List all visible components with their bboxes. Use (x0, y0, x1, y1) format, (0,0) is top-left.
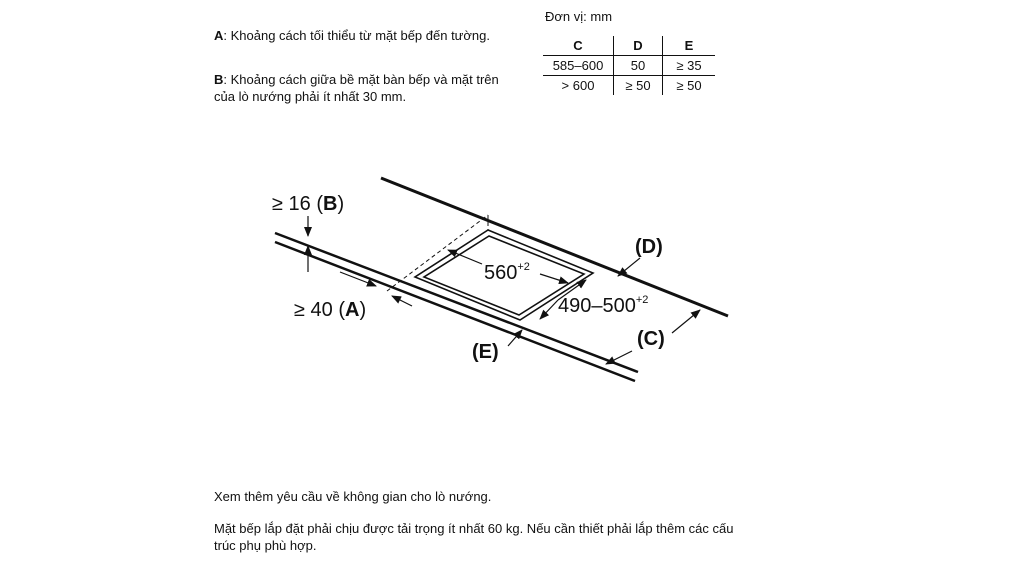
cutout-width-label: $560^{+2}$ (484, 261, 530, 284)
note-b-text: : Khoảng cách giữa bề mặt bàn bếp và mặt trên của lò nướng phải ít nhất 30 mm. (214, 72, 499, 104)
footer-note-oven: Xem thêm yêu cầu về không gian cho lò nướng. (214, 489, 492, 504)
c-arrow-up (672, 310, 700, 333)
table-cell: 50 (614, 56, 663, 76)
label-d: (D) (635, 236, 663, 258)
table-header-e: E (663, 36, 716, 56)
width-arrow-right (540, 274, 568, 283)
note-a-letter: A (214, 28, 224, 43)
table-cell: ≥ 35 (663, 56, 716, 76)
table-header-d: D (614, 36, 663, 56)
table-cell: ≥ 50 (663, 76, 716, 96)
d-arrow (618, 258, 640, 276)
wall-line (381, 178, 728, 316)
note-a-text: : Khoảng cách tối thiểu từ mặt bếp đến tường. (223, 28, 490, 43)
label-b: ≥ 16 (B) (272, 193, 345, 215)
note-b-letter: B (214, 72, 224, 87)
depth-arrow-down (540, 300, 558, 319)
label-c: (C) (637, 328, 665, 350)
cutout-depth-label: $490-500^{+2}$ (558, 294, 649, 317)
c-arrow-down (606, 351, 632, 364)
a-arrow-left (392, 296, 412, 306)
width-arrow-left (448, 250, 482, 264)
table-cell: ≥ 50 (614, 76, 663, 96)
dashed-guide-left (387, 215, 488, 291)
unit-label: Đơn vị: mm (545, 9, 613, 24)
table-header-c: C (543, 36, 614, 56)
footer-note-load: Mặt bếp lắp đặt phải chịu được tải trọng ít nhất 60 kg. Nếu cần thiết phải lắp thêm các cấu trúc phụ phù hợp. (214, 521, 734, 553)
label-a: ≥ 40 (A) (294, 299, 367, 321)
table-cell: > 600 (561, 78, 595, 93)
label-e: (E) (472, 341, 499, 363)
table-cell: 585–600 (543, 56, 614, 76)
